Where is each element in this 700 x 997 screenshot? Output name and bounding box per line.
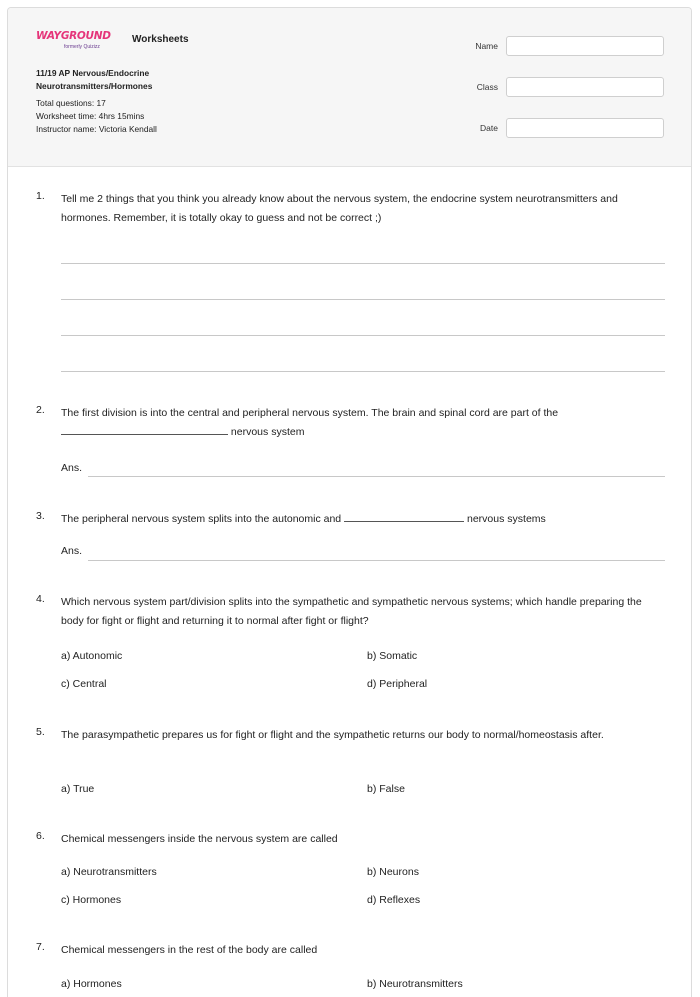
- option-d[interactable]: d) Peripheral: [367, 678, 428, 690]
- date-input[interactable]: [506, 118, 664, 138]
- question-text-before: The first division is into the central and peripheral nervous system. The brain and spinal cord are part of the: [61, 407, 559, 419]
- option-b[interactable]: b) False: [367, 783, 405, 795]
- option-b[interactable]: b) Neurons: [367, 866, 419, 878]
- total-questions: Total questions: 17: [36, 98, 106, 108]
- date-field: [458, 118, 664, 138]
- answer-line[interactable]: [61, 263, 665, 264]
- logo-wordmark: WAYGROUND: [36, 30, 111, 42]
- option-a[interactable]: a) Autonomic: [61, 650, 123, 662]
- name-input[interactable]: [506, 36, 664, 56]
- option-b[interactable]: b) Neurotransmitters: [367, 978, 463, 990]
- question-text: The parasympathetic prepares us for fight or flight and the sympathetic returns our body to normal/homeostasis after.: [61, 729, 604, 741]
- question-text: Chemical messengers inside the nervous system are called: [61, 833, 338, 845]
- answer-line[interactable]: [61, 371, 665, 372]
- option-a[interactable]: a) True: [61, 783, 95, 795]
- answer-label: Ans.: [61, 462, 83, 474]
- answer-label: Ans.: [61, 545, 83, 557]
- option-d[interactable]: d) Reflexes: [367, 894, 421, 906]
- option-c[interactable]: c) Central: [61, 678, 107, 690]
- instructor-name: Instructor name: Victoria Kendall: [36, 124, 157, 134]
- question-text: Tell me 2 things that you think you already know about the nervous system, the endocrine system neurotransmitters and hormones. Remember, it is totally okay to guess and not be correct ;): [61, 193, 618, 224]
- question-text-after: nervous systems: [467, 513, 546, 525]
- worksheet-meta: [36, 67, 157, 136]
- answer-line[interactable]: [88, 560, 665, 561]
- name-label: Name: [475, 41, 498, 51]
- class-field: [458, 77, 664, 97]
- question-text: [61, 404, 666, 442]
- question-number: 5.: [36, 726, 45, 738]
- fill-blank[interactable]: [61, 424, 228, 435]
- question-text: [61, 510, 666, 529]
- worksheet-header: [8, 8, 691, 167]
- worksheet-title-line1: 11/19 AP Nervous/Endocrine: [36, 68, 150, 78]
- name-field: [458, 36, 664, 56]
- worksheet-title-line2: Neurotransmitters/Hormones: [36, 81, 153, 91]
- question-number: 3.: [36, 510, 45, 522]
- option-c[interactable]: c) Hormones: [61, 894, 122, 906]
- question-number: 6.: [36, 830, 45, 842]
- question-number: 7.: [36, 941, 45, 953]
- wayground-logo: [36, 30, 128, 54]
- question-text: Which nervous system part/division splits into the sympathetic and sympathetic nervous systems; which handle preparing the body for fight or flight and returning it to normal after fight or flight?: [61, 596, 642, 627]
- option-a[interactable]: a) Hormones: [61, 978, 122, 990]
- answer-line[interactable]: [61, 335, 665, 336]
- question-number: 4.: [36, 593, 45, 605]
- question-text-after: nervous system: [230, 426, 305, 438]
- question-text: Chemical messengers in the rest of the body are called: [61, 944, 318, 956]
- class-input[interactable]: [506, 77, 664, 97]
- brand: [36, 30, 189, 54]
- logo-subtitle: formerly Quizizz: [64, 44, 100, 50]
- fill-blank[interactable]: [344, 511, 464, 522]
- brand-title: Worksheets: [132, 34, 189, 45]
- worksheet-time: Worksheet time: 4hrs 15mins: [36, 111, 145, 121]
- worksheet-page: [7, 7, 692, 997]
- question-text-before: The peripheral nervous system splits into the autonomic and: [61, 513, 342, 525]
- date-label: Date: [480, 123, 498, 133]
- question-number: 1.: [36, 190, 45, 202]
- option-a[interactable]: a) Neurotransmitters: [61, 866, 157, 878]
- answer-line[interactable]: [88, 476, 665, 477]
- question-number: 2.: [36, 404, 45, 416]
- option-b[interactable]: b) Somatic: [367, 650, 418, 662]
- answer-line[interactable]: [61, 299, 665, 300]
- class-label: Class: [476, 82, 498, 92]
